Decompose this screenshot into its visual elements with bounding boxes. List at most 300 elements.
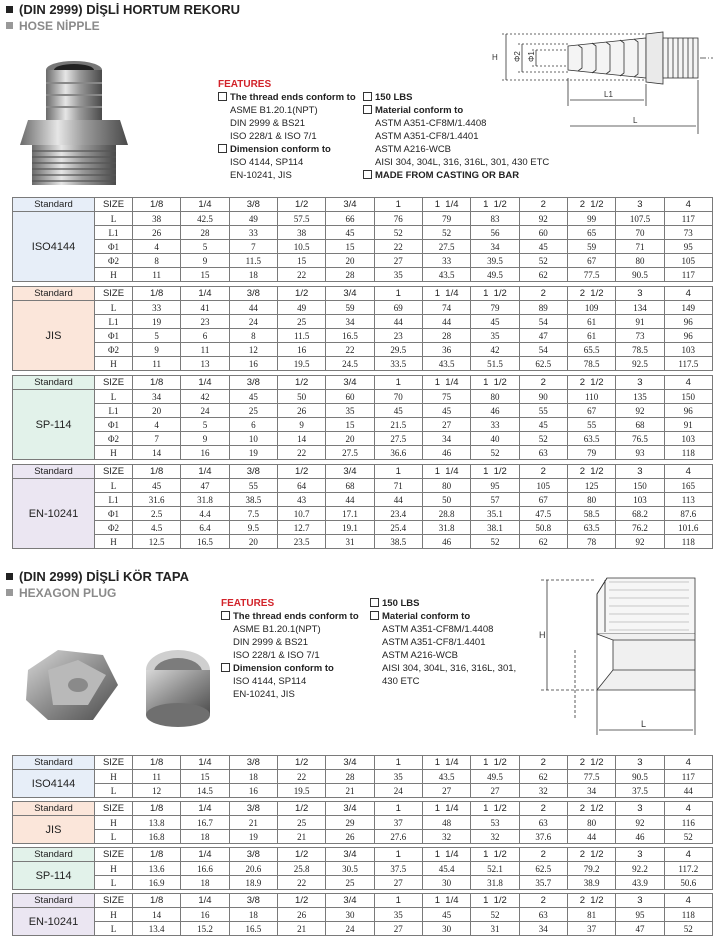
checkbox-icon <box>363 170 372 179</box>
table-cell: 16 <box>181 908 229 922</box>
checkbox-icon <box>221 611 230 620</box>
size-header-cell: 1 1/2 <box>471 198 519 212</box>
table-cell: 49 <box>277 301 325 315</box>
table-row <box>13 226 713 240</box>
size-header-cell: 3/8 <box>229 848 277 862</box>
size-header-cell: 2 1/2 <box>567 802 615 816</box>
table-header-row <box>13 894 713 908</box>
feature-item: ASME B1.20.1(NPT) <box>230 105 318 116</box>
table-cell: 62 <box>519 535 567 549</box>
table-cell: 50 <box>277 390 325 404</box>
table-cell: 38.5 <box>374 535 422 549</box>
table-cell: 35 <box>326 404 374 418</box>
table-cell: 19.5 <box>277 357 325 371</box>
feature-item: EN-10241, JIS <box>230 170 292 181</box>
size-header-cell: 4 <box>664 894 712 908</box>
table-cell: 27 <box>471 784 519 798</box>
size-header-cell: 3/4 <box>326 894 374 908</box>
table-cell: 14 <box>133 908 181 922</box>
dimension-label: Φ1 <box>95 329 133 343</box>
spec-table-iso4144 <box>12 197 713 282</box>
table-cell: 46 <box>471 404 519 418</box>
table-row <box>13 493 713 507</box>
size-header-cell: 2 1/2 <box>567 894 615 908</box>
table-cell: 63.5 <box>567 432 615 446</box>
table-cell: 6 <box>181 329 229 343</box>
size-header-cell: 1/2 <box>277 465 325 479</box>
table-row <box>13 446 713 460</box>
table-cell: 92 <box>519 212 567 226</box>
table-cell: 125 <box>567 479 615 493</box>
table-cell: 45 <box>519 418 567 432</box>
standard-label: SP-114 <box>13 862 95 890</box>
checkbox-icon <box>363 105 372 114</box>
table-cell: 101.6 <box>664 521 712 535</box>
table-cell: 54 <box>519 315 567 329</box>
table-cell: 68 <box>616 418 664 432</box>
table-row <box>13 418 713 432</box>
features-col1-hose <box>218 78 368 182</box>
size-header-cell: 3 <box>616 894 664 908</box>
table-cell: 45.4 <box>422 862 470 876</box>
table-cell: 95 <box>616 908 664 922</box>
size-header-cell: 1/8 <box>133 376 181 390</box>
table-cell: 52 <box>471 908 519 922</box>
table-cell: 34 <box>567 784 615 798</box>
size-header-cell: 3/8 <box>229 287 277 301</box>
size-header-cell: 3/8 <box>229 894 277 908</box>
dimension-label: L <box>95 830 133 844</box>
table-cell: 43.5 <box>422 770 470 784</box>
spec-table-iso4144 <box>12 755 713 798</box>
table-cell: 28 <box>422 329 470 343</box>
table-cell: 11.5 <box>277 329 325 343</box>
table-cell: 87.6 <box>664 507 712 521</box>
table-cell: 14 <box>133 446 181 460</box>
feature-item: ISO 228/1 & ISO 7/1 <box>233 650 320 661</box>
table-cell: 76.2 <box>616 521 664 535</box>
table-cell: 38.5 <box>229 493 277 507</box>
size-header-cell: 1/2 <box>277 376 325 390</box>
table-cell: 33.5 <box>374 357 422 371</box>
bullet-square-icon <box>6 22 13 29</box>
standard-header: Standard <box>13 287 95 301</box>
standard-label: JIS <box>13 301 95 371</box>
table-cell: 107.5 <box>616 212 664 226</box>
table-cell: 35 <box>471 329 519 343</box>
table-cell: 21 <box>229 816 277 830</box>
table-cell: 118 <box>664 908 712 922</box>
table-cell: 23.4 <box>374 507 422 521</box>
spec-table-sp-114 <box>12 375 713 460</box>
table-cell: 76.5 <box>616 432 664 446</box>
table-cell: 79 <box>471 301 519 315</box>
table-cell: 20 <box>229 535 277 549</box>
table-cell: 14 <box>277 432 325 446</box>
table-cell: 30 <box>326 908 374 922</box>
table-cell: 31 <box>471 922 519 936</box>
size-header: SIZE <box>95 465 133 479</box>
size-header-cell: 3/4 <box>326 848 374 862</box>
dimension-label: H <box>95 357 133 371</box>
table-cell: 105 <box>519 479 567 493</box>
table-cell: 56 <box>471 226 519 240</box>
table-cell: 5 <box>181 240 229 254</box>
table-cell: 165 <box>664 479 712 493</box>
size-header-cell: 1 1/2 <box>471 756 519 770</box>
table-header-row <box>13 848 713 862</box>
table-cell: 41 <box>181 301 229 315</box>
dimension-label: L1 <box>95 493 133 507</box>
table-cell: 70 <box>374 390 422 404</box>
table-cell: 9 <box>133 343 181 357</box>
table-cell: 95 <box>664 240 712 254</box>
table-cell: 44 <box>567 830 615 844</box>
table-cell: 38 <box>277 226 325 240</box>
table-cell: 21 <box>277 922 325 936</box>
size-header-cell: 1/4 <box>181 848 229 862</box>
table-cell: 44 <box>422 315 470 329</box>
table-cell: 32 <box>422 830 470 844</box>
table-cell: 117 <box>664 268 712 282</box>
size-header-cell: 1 <box>374 287 422 301</box>
table-cell: 45 <box>422 404 470 418</box>
table-cell: 23.5 <box>277 535 325 549</box>
table-cell: 40 <box>471 432 519 446</box>
table-cell: 5 <box>181 418 229 432</box>
size-header-cell: 3 <box>616 465 664 479</box>
size-header-cell: 3 <box>616 848 664 862</box>
table-cell: 18 <box>181 830 229 844</box>
table-cell: 78.5 <box>616 343 664 357</box>
table-cell: 28 <box>181 226 229 240</box>
size-header-cell: 1/8 <box>133 894 181 908</box>
table-cell: 23 <box>374 329 422 343</box>
table-row <box>13 507 713 521</box>
size-header-cell: 1 <box>374 848 422 862</box>
table-cell: 25.4 <box>374 521 422 535</box>
dimension-label: L1 <box>95 404 133 418</box>
table-cell: 45 <box>471 315 519 329</box>
table-cell: 32 <box>519 784 567 798</box>
table-cell: 15 <box>326 418 374 432</box>
table-cell: 25 <box>277 315 325 329</box>
table-cell: 19 <box>133 315 181 329</box>
size-header-cell: 3 <box>616 756 664 770</box>
table-cell: 65.5 <box>567 343 615 357</box>
feature-item: ASTM A351-CF8/1.4401 <box>375 131 479 142</box>
table-cell: 15 <box>181 268 229 282</box>
table-cell: 12 <box>133 784 181 798</box>
table-cell: 43.5 <box>422 357 470 371</box>
title-text: (DIN 2999) DİŞLİ HORTUM REKORU <box>19 2 241 17</box>
feature-text: Material conform to <box>382 611 471 622</box>
table-cell: 63 <box>519 446 567 460</box>
table-cell: 46 <box>422 535 470 549</box>
table-cell: 6.4 <box>181 521 229 535</box>
size-header-cell: 1 <box>374 802 422 816</box>
table-cell: 9 <box>181 432 229 446</box>
size-header: SIZE <box>95 287 133 301</box>
dimension-label: H <box>95 816 133 830</box>
dimension-label: Φ2 <box>95 254 133 268</box>
table-cell: 11 <box>133 268 181 282</box>
table-cell: 16.9 <box>133 876 181 890</box>
table-cell: 18 <box>181 876 229 890</box>
section-subtitle-hose-nipple <box>6 19 100 33</box>
table-cell: 117 <box>664 770 712 784</box>
table-header-row <box>13 756 713 770</box>
drawing-label-l1: L1 <box>604 90 613 99</box>
table-cell: 117.5 <box>664 357 712 371</box>
table-cell: 63 <box>519 908 567 922</box>
table-cell: 45 <box>422 908 470 922</box>
table-cell: 47 <box>519 329 567 343</box>
table-cell: 92.5 <box>616 357 664 371</box>
table-cell: 90 <box>519 390 567 404</box>
dimension-label: Φ2 <box>95 521 133 535</box>
feature-text: Dimension conform to <box>230 144 331 155</box>
table-cell: 18.9 <box>229 876 277 890</box>
table-cell: 19 <box>229 446 277 460</box>
table-cell: 75 <box>422 390 470 404</box>
size-header-cell: 1 <box>374 756 422 770</box>
table-cell: 42 <box>471 343 519 357</box>
table-cell: 11 <box>133 770 181 784</box>
table-row <box>13 830 713 844</box>
table-row <box>13 862 713 876</box>
section-subtitle-hexagon-plug <box>6 586 116 600</box>
table-cell: 24 <box>326 922 374 936</box>
table-cell: 92 <box>616 404 664 418</box>
table-header-row <box>13 376 713 390</box>
table-cell: 45 <box>229 390 277 404</box>
table-cell: 44 <box>374 315 422 329</box>
table-cell: 12 <box>229 343 277 357</box>
table-cell: 95 <box>471 479 519 493</box>
hexagon-plug-photo <box>18 630 218 740</box>
table-cell: 67 <box>519 493 567 507</box>
table-cell: 34 <box>471 240 519 254</box>
table-cell: 16 <box>181 446 229 460</box>
size-header-cell: 1 1/4 <box>422 465 470 479</box>
table-cell: 113 <box>664 493 712 507</box>
size-header-cell: 1/2 <box>277 756 325 770</box>
table-cell: 57 <box>471 493 519 507</box>
size-header-cell: 1 1/4 <box>422 894 470 908</box>
dimension-label: H <box>95 535 133 549</box>
drawing-label-h: H <box>539 630 546 640</box>
table-cell: 24 <box>229 315 277 329</box>
table-cell: 10.7 <box>277 507 325 521</box>
table-cell: 34 <box>133 390 181 404</box>
table-cell: 22 <box>374 240 422 254</box>
size-header-cell: 1/8 <box>133 465 181 479</box>
size-header-cell: 3/4 <box>326 287 374 301</box>
table-cell: 32 <box>471 830 519 844</box>
feature-text: 150 LBS <box>375 92 413 103</box>
table-cell: 64 <box>277 479 325 493</box>
size-header-cell: 2 <box>519 848 567 862</box>
table-row <box>13 357 713 371</box>
size-header-cell: 1/8 <box>133 198 181 212</box>
table-cell: 23 <box>181 315 229 329</box>
table-cell: 13 <box>181 357 229 371</box>
table-cell: 28.8 <box>422 507 470 521</box>
table-cell: 52 <box>471 446 519 460</box>
table-cell: 38.9 <box>567 876 615 890</box>
table-cell: 11 <box>133 357 181 371</box>
table-cell: 20 <box>326 432 374 446</box>
hose-nipple-drawing <box>488 28 720 138</box>
table-cell: 60 <box>326 390 374 404</box>
size-header-cell: 3/8 <box>229 198 277 212</box>
table-cell: 37.6 <box>519 830 567 844</box>
table-cell: 17.1 <box>326 507 374 521</box>
feature-item <box>221 610 371 623</box>
table-cell: 68.2 <box>616 507 664 521</box>
table-cell: 9.5 <box>229 521 277 535</box>
size-header-cell: 3/8 <box>229 376 277 390</box>
table-cell: 60 <box>519 226 567 240</box>
table-cell: 34 <box>519 922 567 936</box>
table-cell: 79 <box>567 446 615 460</box>
table-cell: 73 <box>616 329 664 343</box>
table-cell: 21 <box>277 830 325 844</box>
table-cell: 69 <box>374 301 422 315</box>
standard-label: EN-10241 <box>13 908 95 936</box>
dimension-label: H <box>95 770 133 784</box>
dimension-label: Φ1 <box>95 240 133 254</box>
feature-item: ASME B1.20.1(NPT) <box>233 624 321 635</box>
table-cell: 47 <box>616 922 664 936</box>
table-cell: 35 <box>374 268 422 282</box>
feature-item: EN-10241, JIS <box>233 689 295 700</box>
standard-label: SP-114 <box>13 390 95 460</box>
table-cell: 20.6 <box>229 862 277 876</box>
standard-label: EN-10241 <box>13 479 95 549</box>
table-cell: 52 <box>519 254 567 268</box>
size-header-cell: 2 1/2 <box>567 198 615 212</box>
table-cell: 45 <box>326 226 374 240</box>
table-cell: 117 <box>664 212 712 226</box>
table-cell: 46 <box>616 830 664 844</box>
size-header-cell: 1 <box>374 198 422 212</box>
table-cell: 80 <box>471 390 519 404</box>
table-cell: 52 <box>422 226 470 240</box>
table-cell: 27.5 <box>374 432 422 446</box>
size-header-cell: 3/4 <box>326 198 374 212</box>
feature-item: ASTM A351-CF8M/1.4408 <box>375 118 487 129</box>
table-cell: 51.5 <box>471 357 519 371</box>
table-cell: 105 <box>664 254 712 268</box>
size-header-cell: 1 1/2 <box>471 287 519 301</box>
table-cell: 14.5 <box>181 784 229 798</box>
section-title-hexagon-plug <box>6 569 189 584</box>
table-cell: 149 <box>664 301 712 315</box>
table-cell: 10 <box>229 432 277 446</box>
subtitle-text: HEXAGON PLUG <box>19 586 117 600</box>
features-heading: FEATURES <box>221 598 275 609</box>
table-cell: 90.5 <box>616 770 664 784</box>
table-cell: 36 <box>422 343 470 357</box>
title-text: (DIN 2999) DİŞLİ KÖR TAPA <box>19 569 189 584</box>
table-cell: 22 <box>277 268 325 282</box>
size-header-cell: 1/4 <box>181 198 229 212</box>
table-cell: 6 <box>229 418 277 432</box>
section-title-hose-nipple <box>6 2 240 17</box>
dimension-label: H <box>95 908 133 922</box>
size-header: SIZE <box>95 756 133 770</box>
table-cell: 21 <box>326 784 374 798</box>
table-cell: 62.5 <box>519 357 567 371</box>
table-row <box>13 922 713 936</box>
table-cell: 63.5 <box>567 521 615 535</box>
dimension-label: H <box>95 268 133 282</box>
table-cell: 89 <box>519 301 567 315</box>
spec-table-jis <box>12 801 713 844</box>
table-cell: 4.4 <box>181 507 229 521</box>
table-cell: 16.8 <box>133 830 181 844</box>
table-cell: 116 <box>664 816 712 830</box>
dimension-label: L1 <box>95 226 133 240</box>
size-header-cell: 4 <box>664 465 712 479</box>
size-header: SIZE <box>95 894 133 908</box>
table-cell: 26 <box>277 908 325 922</box>
standard-header: Standard <box>13 894 95 908</box>
table-cell: 29 <box>326 816 374 830</box>
feature-text: Material conform to <box>375 105 464 116</box>
standard-label: ISO4144 <box>13 212 95 282</box>
table-row <box>13 404 713 418</box>
table-cell: 78.5 <box>567 357 615 371</box>
table-cell: 71 <box>616 240 664 254</box>
table-cell: 16.5 <box>181 535 229 549</box>
table-cell: 25 <box>277 816 325 830</box>
table-cell: 58.5 <box>567 507 615 521</box>
table-row <box>13 479 713 493</box>
table-cell: 48 <box>422 816 470 830</box>
subtitle-text: HOSE NİPPLE <box>19 19 100 33</box>
table-cell: 73 <box>664 226 712 240</box>
table-cell: 44 <box>374 493 422 507</box>
table-cell: 15 <box>277 254 325 268</box>
table-cell: 52.1 <box>471 862 519 876</box>
table-row <box>13 432 713 446</box>
size-header-cell: 1/2 <box>277 287 325 301</box>
table-cell: 11 <box>181 343 229 357</box>
table-cell: 25 <box>326 876 374 890</box>
table-cell: 76 <box>374 212 422 226</box>
table-cell: 30 <box>422 922 470 936</box>
table-cell: 37.5 <box>616 784 664 798</box>
table-cell: 81 <box>567 908 615 922</box>
table-cell: 77.5 <box>567 268 615 282</box>
size-header-cell: 3/8 <box>229 756 277 770</box>
table-cell: 18 <box>229 908 277 922</box>
table-cell: 11.5 <box>229 254 277 268</box>
table-cell: 78 <box>567 535 615 549</box>
size-header-cell: 2 1/2 <box>567 756 615 770</box>
table-cell: 27.5 <box>326 446 374 460</box>
dimension-label: L <box>95 876 133 890</box>
size-header-cell: 1 1/2 <box>471 465 519 479</box>
table-cell: 92 <box>616 535 664 549</box>
size-header-cell: 1 1/4 <box>422 848 470 862</box>
table-cell: 50.8 <box>519 521 567 535</box>
size-header-cell: 1/4 <box>181 287 229 301</box>
table-row <box>13 390 713 404</box>
